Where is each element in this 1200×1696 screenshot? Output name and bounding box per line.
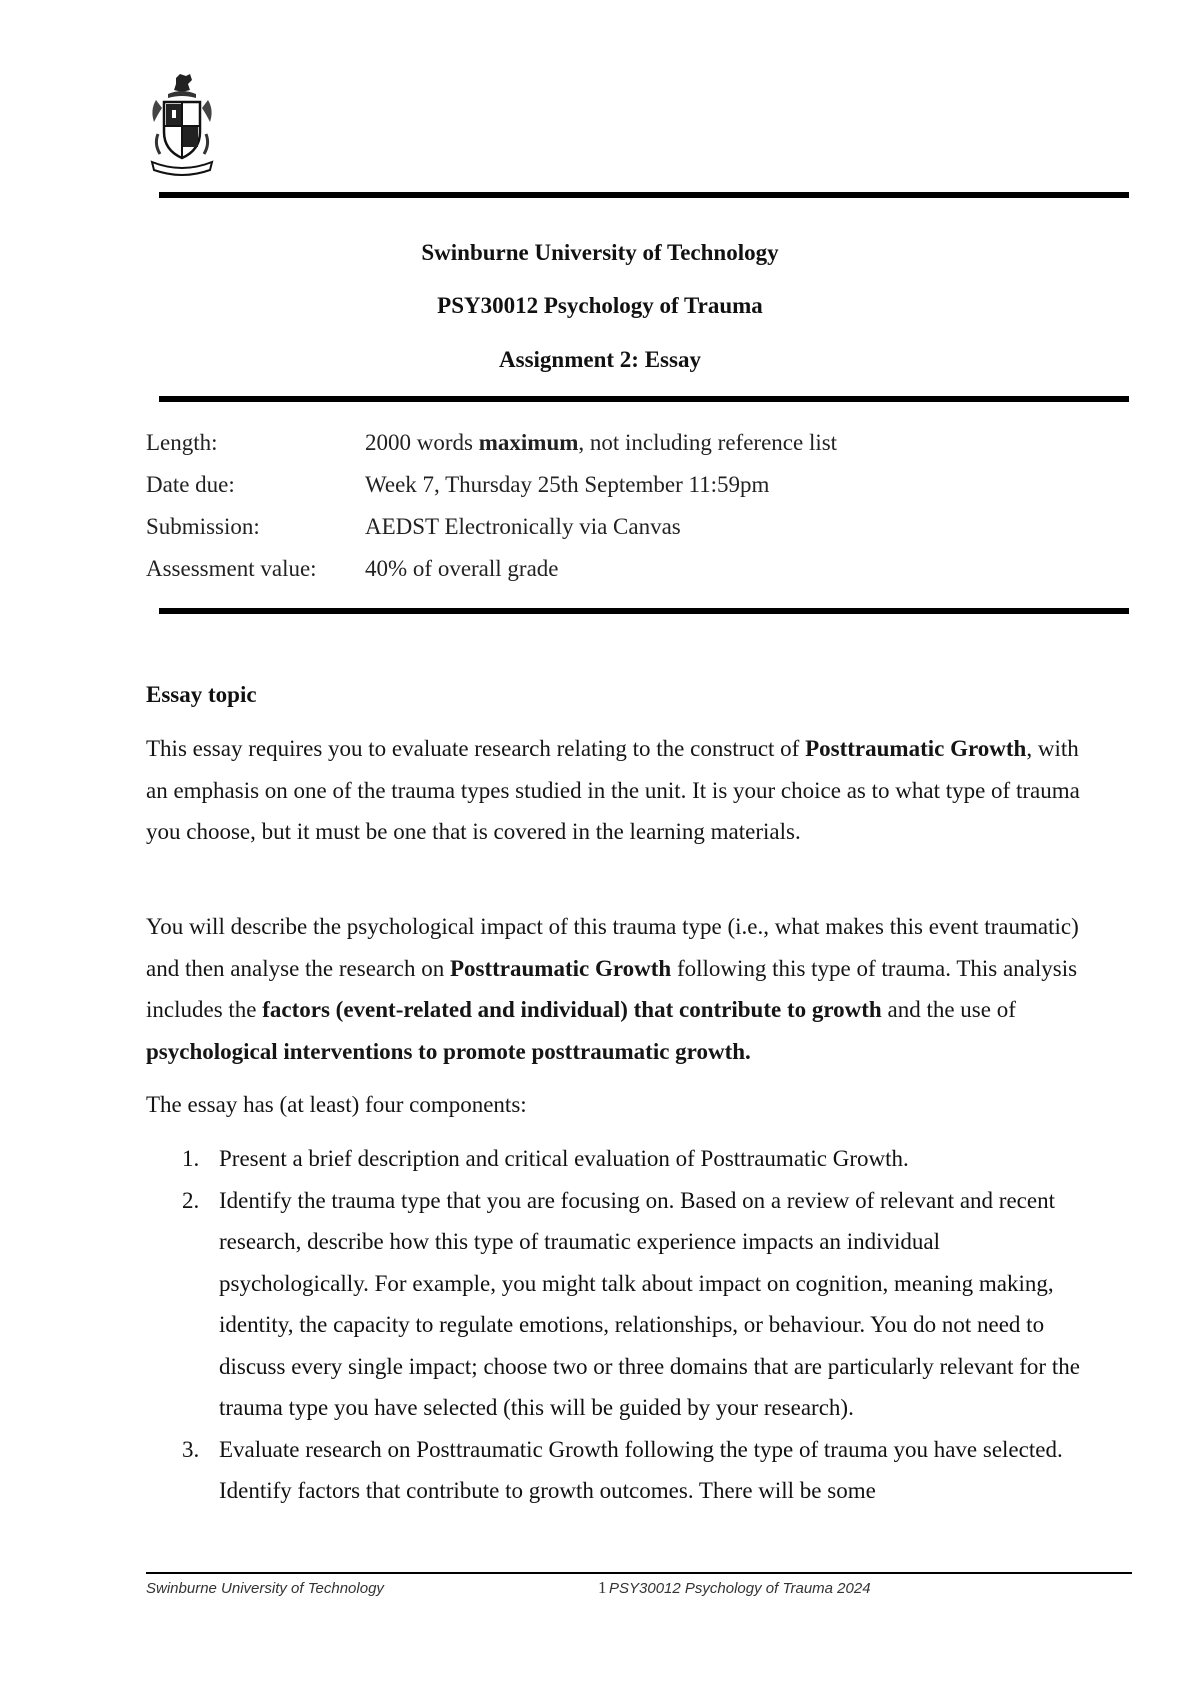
unit-title: PSY30012 Psychology of Trauma [437,293,763,318]
list-number: 2. [182,1187,200,1213]
institution-title: Swinburne University of Technology [421,240,779,265]
list-item [146,1180,1086,1429]
detail-value [365,430,837,456]
detail-label: Assessment value: [146,556,317,581]
paragraph-text: The essay has (at least) four components: [146,1092,527,1117]
essay-topic-heading: Essay topic [146,682,257,707]
detail-value-text: 2000 words [365,430,479,455]
detail-value: AEDST Electronically via Canvas [365,514,681,539]
footer-page-number: 1 [598,1578,607,1597]
detail-label: Submission: [146,514,260,539]
details-bottom-rule [159,608,1129,614]
header-top-rule [159,192,1129,198]
list-number: 3. [182,1436,200,1462]
detail-value-bold: maximum [478,430,579,455]
list-item-text: Evaluate research on Posttraumatic Growth following the type of trauma you have selected. Identify factors that contribute to growth outcomes. There will be some [219,1436,1063,1503]
paragraph-components-intro [146,1084,1086,1126]
paragraph-bold: Posttraumatic Growth [805,736,1027,761]
detail-value: Week 7, Thursday 25th September 11:59pm [365,472,770,497]
list-item-text: Identify the trauma type that you are focusing on. Based on a review of relevant and recent research, describe how this type of traumatic experience impacts an individual psychologically. For example, you might talk about impact on cognition, meaning making, identity, the capacity to regulate emotions, relationships, or behaviour. You do not need to discuss every single impact; choose two or three domains that are particularly relevant for the trauma type you have selected (this will be guided by your research). [219,1187,1080,1420]
paragraph-description [146,906,1086,1072]
paragraph-text: and the use of [881,997,1016,1022]
paragraph-text: This essay requires you to evaluate research relating to the construct of [146,736,806,761]
paragraph-text: , with an emphasis on one of the trauma types studied in the unit. It is your choice as to what type of trauma you choose, but it must be one that is covered in the learning materials. [146,736,1080,844]
footer-unit: PSY30012 Psychology of Trauma 2024 [609,1580,871,1597]
university-crest-icon [146,74,218,176]
list-item-text: Present a brief description and critical evaluation of Posttraumatic Growth. [219,1146,909,1171]
list-item [146,1429,1086,1512]
detail-value-text: , not including reference list [578,430,838,455]
detail-label: Length: [146,430,218,455]
detail-value: 40% of overall grade [365,556,559,581]
paragraph-bold: Posttraumatic Growth [449,955,672,981]
paragraph-bold: psychological interventions to promote posttraumatic growth. [146,1038,751,1064]
paragraph-bold: factors (event-related and individual) that contribute to growth [262,997,882,1022]
paragraph-intro [146,728,1086,853]
list-item [146,1138,1086,1180]
footer-institution: Swinburne University of Technology [146,1580,384,1597]
components-list [146,1138,1086,1512]
paragraph-text: following this type of trauma. This analysis includes the [146,955,1078,1022]
header-bottom-rule [159,396,1129,402]
list-number: 1. [182,1146,200,1171]
footer-rule [146,1572,1132,1574]
assignment-title: Assignment 2: Essay [499,347,701,372]
paragraph-text: You will describe the psychological impact of this trauma type (i.e., what makes this event traumatic) and then analyse the research on [146,914,1079,981]
detail-label: Date due: [146,472,235,497]
